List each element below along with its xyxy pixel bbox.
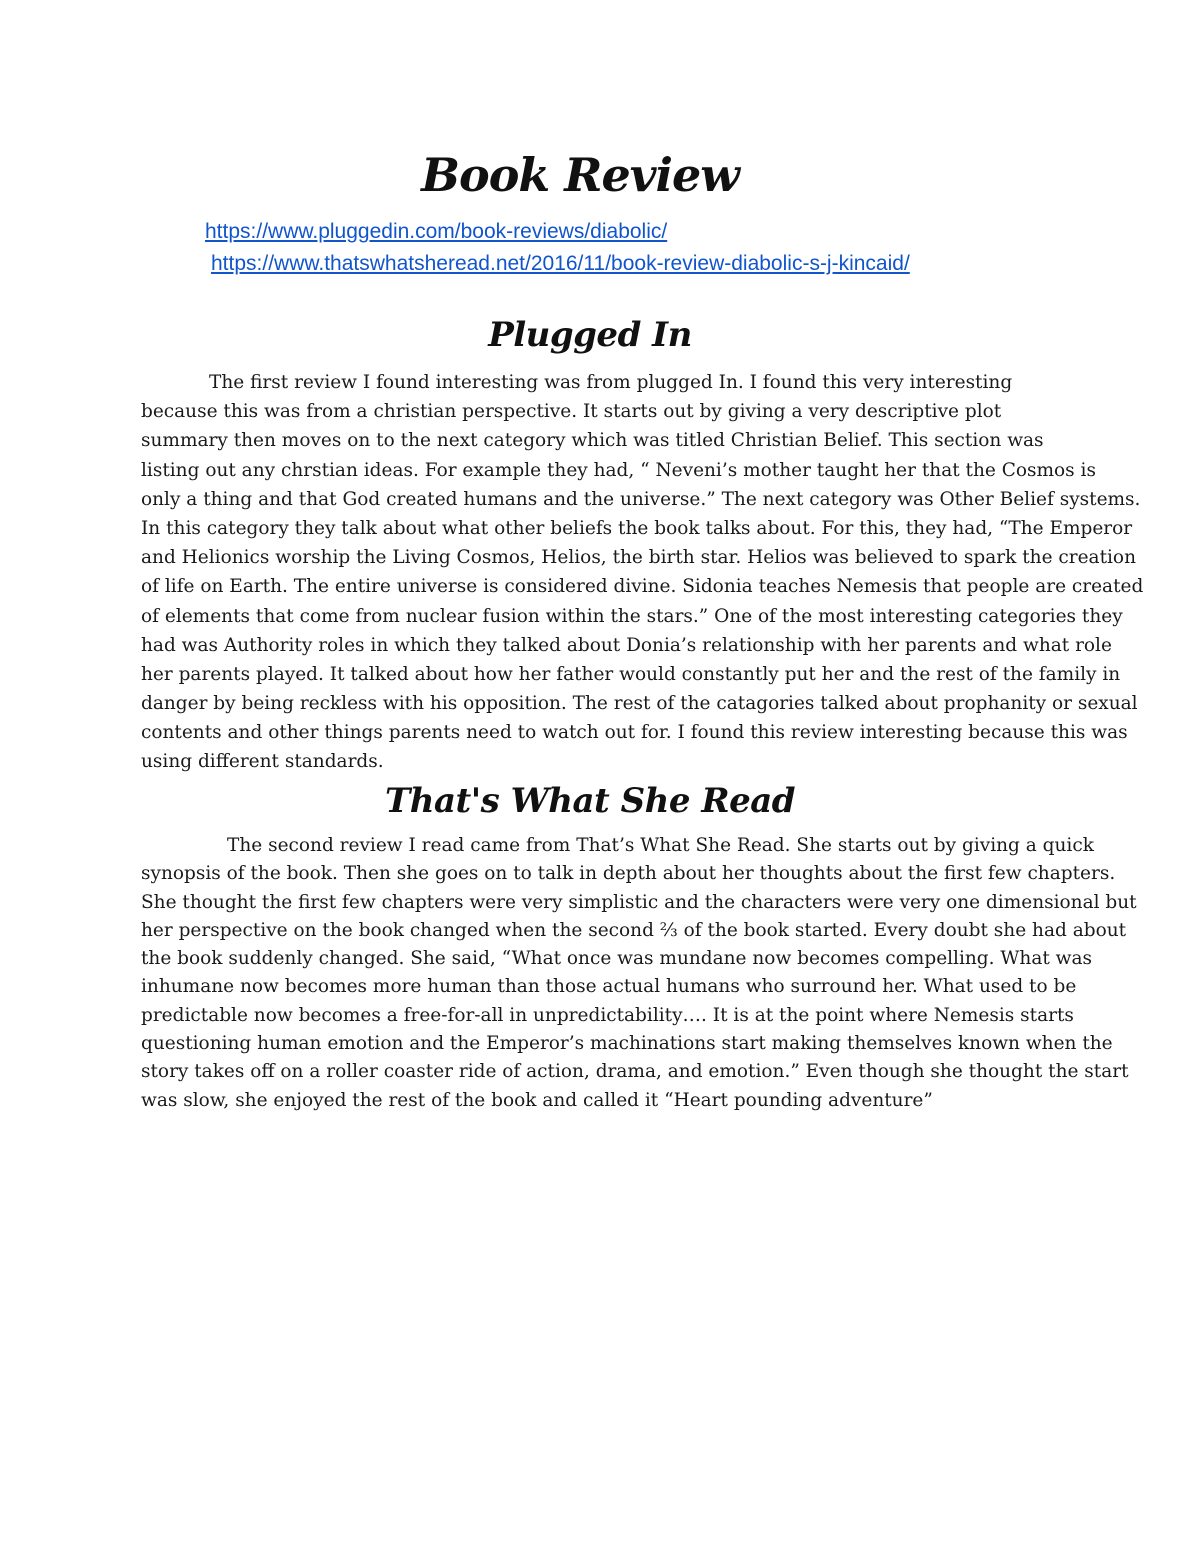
pluggedin-review-link[interactable]: https://www.pluggedin.com/book-reviews/diabolic/	[205, 220, 668, 243]
paragraph-line: only a thing and that God created humans and the universe.” The next category was Other Belief systems.	[141, 488, 1141, 510]
paragraph-line: danger by being reckless with his opposition. The rest of the catagories talked about prophanity or sexual	[141, 693, 1138, 715]
section-heading-thats-what-she-read: That's What She Read	[384, 781, 796, 821]
paragraph-line: The second review I read came from That’s What She Read. She starts out by giving a quick	[227, 835, 1094, 856]
paragraph-line: her parents played. It talked about how her father would constantly put her and the rest of the family in	[141, 663, 1121, 685]
paragraph-line: She thought the first few chapters were very simplistic and the characters were very one dimensional but	[141, 891, 1137, 913]
paragraph-line: contents and other things parents need to watch out for. I found this review interesting because this was	[141, 722, 1128, 744]
paragraph-line: using different standards.	[141, 751, 384, 773]
paragraph-line: summary then moves on to the next category which was titled Christian Belief. This section was	[141, 430, 1044, 452]
plugged-in-paragraph	[141, 368, 1144, 777]
paragraph-line: inhumane now becomes more human than those actual humans who surround her. What used to be	[141, 976, 1077, 998]
paragraph-line: had was Authority roles in which they talked about Donia’s relationship with her parents and what role	[141, 634, 1112, 656]
thats-what-she-read-paragraph	[141, 832, 1137, 1115]
document-title: Book Review	[421, 148, 739, 202]
paragraph-line: and Helionics worship the Living Cosmos, Helios, the birth star. Helios was believed to spark the creation	[141, 547, 1136, 569]
paragraph-line: questioning human emotion and the Emperor’s machinations start making themselves known when the	[141, 1033, 1113, 1055]
thatswhatsheread-review-link[interactable]: https://www.thatswhatsheread.net/2016/11/book-review-diabolic-s-j-kincaid/	[211, 252, 910, 275]
paragraph-line: listing out any chrstian ideas. For example they had, “ Neveni’s mother taught her that the Cosmos is	[141, 459, 1096, 481]
paragraph-line: the book suddenly changed. She said, “What once was mundane now becomes compelling. What was	[141, 948, 1093, 970]
paragraph-line: In this category they talk about what other beliefs the book talks about. For this, they had, “The Emperor	[141, 517, 1133, 539]
paragraph-line: of elements that come from nuclear fusion within the stars.” One of the most interesting categories they	[141, 605, 1123, 627]
paragraph-line: because this was from a christian perspective. It starts out by giving a very descriptive plot	[141, 401, 1002, 423]
section-heading-plugged-in: Plugged In	[488, 315, 692, 355]
paragraph-line: predictable now becomes a free-for-all in unpredictability…. It is at the point where Nemesis starts	[141, 1004, 1074, 1026]
paragraph-line: synopsis of the book. Then she goes on to talk in depth about her thoughts about the first few chapters.	[141, 863, 1116, 885]
paragraph-line: her perspective on the book changed when the second ⅔ of the book started. Every doubt she had about	[141, 919, 1127, 941]
paragraph-line: The first review I found interesting was from plugged In. I found this very interesting	[209, 372, 1013, 393]
paragraph-line: story takes off on a roller coaster ride of action, drama, and emotion.” Even though she thought the start	[141, 1061, 1129, 1083]
paragraph-line: of life on Earth. The entire universe is considered divine. Sidonia teaches Nemesis that people are created	[141, 576, 1144, 598]
paragraph-line: was slow, she enjoyed the rest of the book and called it “Heart pounding adventure”	[141, 1089, 933, 1111]
